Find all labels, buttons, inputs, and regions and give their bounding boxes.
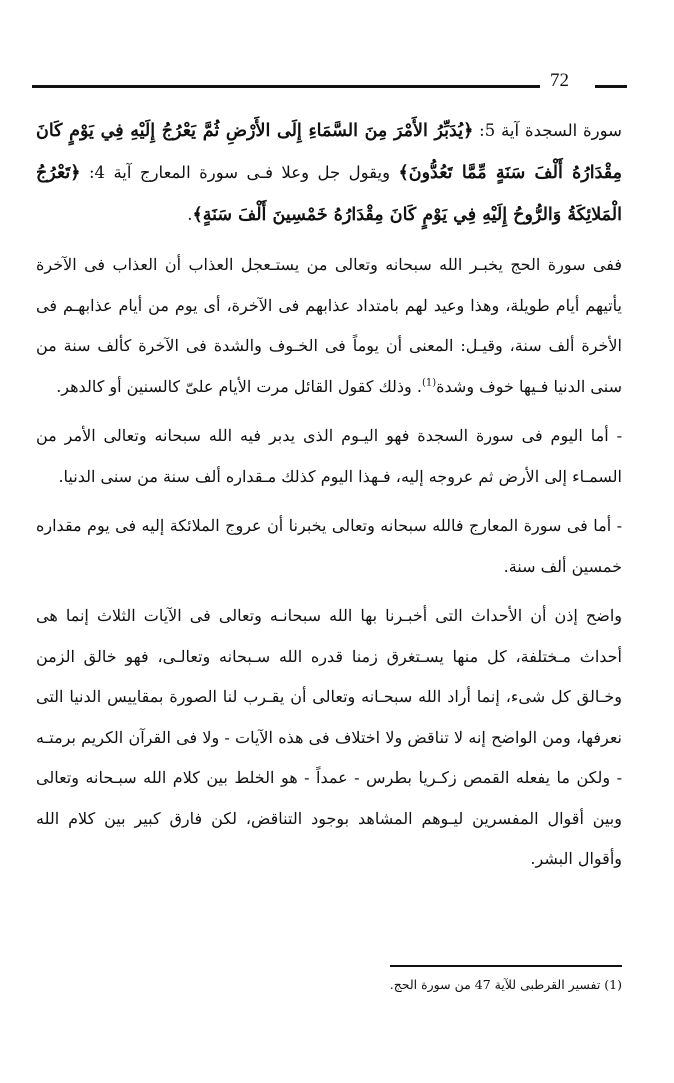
header-rule-short: [595, 85, 627, 88]
paragraph-hajj-text-after: . وذلك كقول القائل مرت الأيام علىّ كالسنين أو كالدهر.: [56, 376, 422, 396]
footnote-reference: (1): [421, 377, 437, 389]
page-header: [32, 68, 622, 98]
verse-middle-text: ويقول جل وعلا فـى سورة المعارج آية 4:: [80, 163, 399, 182]
quran-quote-maarij: ﴿تَعْرُجُ الْمَلائِكَةُ وَالرُّوحُ إِلَيْهِ فِي يَوْمٍ كَانَ مِقْدَارُهُ خَمْسِينَ أَلْفَ سَنَةٍ﴾: [36, 163, 622, 225]
verse-end-text: .: [187, 205, 193, 224]
page-number: 72: [550, 70, 569, 91]
quran-quote-sajda: ﴿يُدَبِّرُ الأَمْرَ مِنَ السَّمَاءِ إِلَى الأَرْضِ ثُمَّ يَعْرُجُ إِلَيْهِ فِي يَوْمٍ كَانَ مِقْدَارُهُ أَلْفَ سَنَةٍ مِّمَّا تَعُدُّونَ﴾: [36, 121, 623, 183]
page-body: [36, 110, 622, 880]
paragraph-hajj-text: ففى سورة الحج يخبـر الله سبحانه وتعالى من يستـعجل العذاب أن العذاب فى الآخرة يأتيهم أيام طويلة، وهذا وعيد لهم بامتداد عذابهم فى الآخرة، أى يوم من أيام عذابهـم فى الأخرة ألف سنة، وقيـل: المعنى أن يوماً فى الخـوف والشدة فى الآخرة كألف سنة من سنى الدنيا فـيها خوف وشدة: [36, 255, 623, 396]
paragraph-sajda: - أما اليوم فى سورة السجدة فهو اليـوم الذى يدبر فيه الله سبحانه وتعالى الأمر من السمـاء إلى الأرض ثم عروجه إليه، فـهذا اليوم كذلك مـقداره ألف سنة من سنى الدنيا.: [36, 426, 622, 486]
footnote-rule: [390, 965, 622, 967]
paragraph-conclusion: واضح إذن أن الأحداث التى أخبـرنا بها الله سبحانـه وتعالى فى الآيات الثلاث إنما هى أحداث مـختلفة، كل منها يسـتغرق زمنا قدره الله سـبحانه وتعالـى، فهو خالق الزمن وخـالق كل شىء، إنما أراد الله سبحـانه وتعالى أن يقـرب لنا الصورة بمقاييس الدنيا التى نعرفها، ومن الواضح إنه لا تناقض ولا اختلاف فى هذه الآيات - ولا فى القرآن الكريم برمتـه - ولكن ما يفعله القمص زكـريا بطرس - عمداً - هو الخلط بين كلام الله سبـحانه وتعالى وبين أقوال المفسرين ليـوهم المشاهد بوجود التناقض، لكن فارق كبير بين كلام الله وأقوال البشر.: [36, 606, 622, 868]
verse-intro-text: سورة السجدة آية 5:: [473, 121, 622, 140]
footnote: (1) تفسير القرطبى للآية 47 من سورة الحج.: [389, 977, 622, 992]
paragraph-maarij: - أما فى سورة المعارج فالله سبحانه وتعالى يخبرنا أن عروج الملائكة إليه فى يوم مقداره خمسين ألف سنة.: [36, 516, 623, 576]
paragraph-hajj: [36, 245, 622, 407]
paragraph-quran-verses: [36, 110, 622, 236]
header-rule: [32, 85, 540, 88]
